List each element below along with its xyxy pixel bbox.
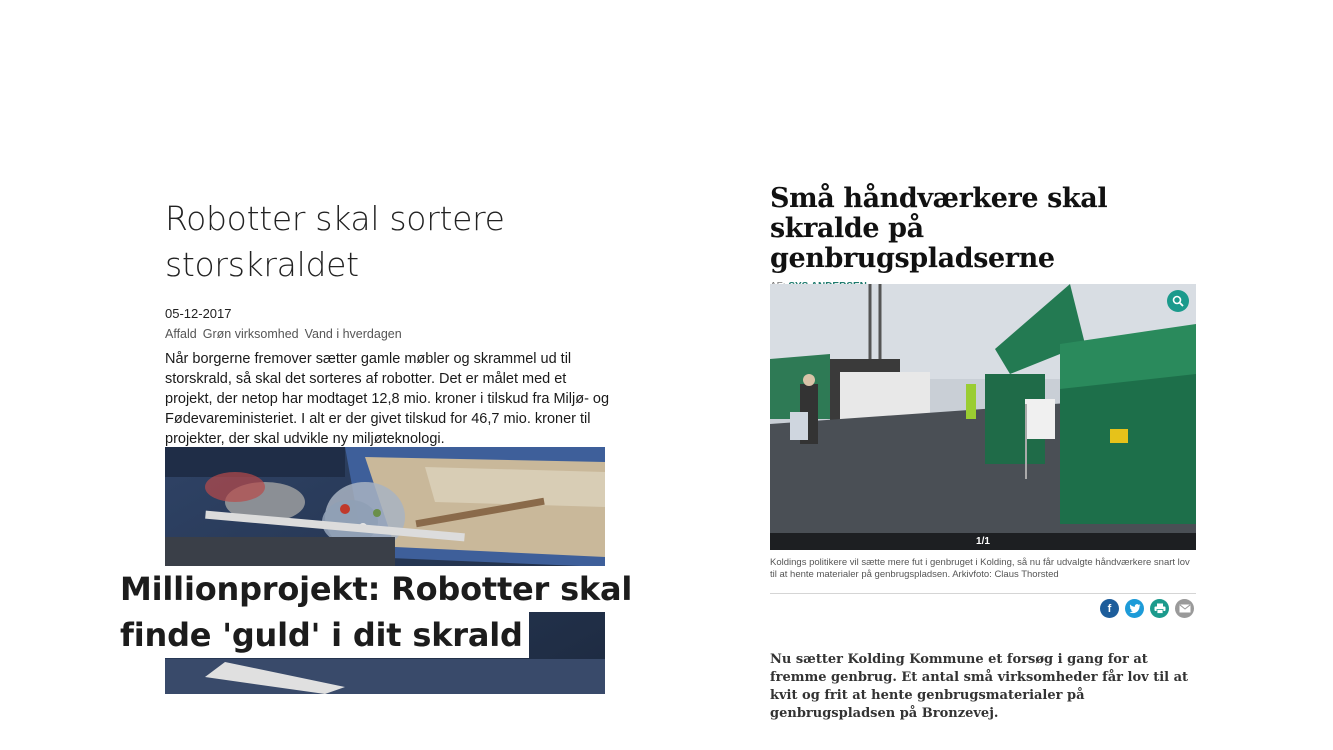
print-icon	[1154, 603, 1166, 614]
left-article-date: 05-12-2017	[165, 306, 232, 321]
recycling-station-illustration	[770, 284, 1196, 550]
zoom-icon	[1172, 295, 1184, 307]
divider	[770, 593, 1196, 594]
right-article-photo[interactable]	[770, 284, 1196, 550]
facebook-icon: f	[1107, 602, 1112, 615]
left-article-tags	[165, 327, 610, 341]
left-article	[165, 196, 610, 449]
left-article-lead: Når borgerne fremover sætter gamle møbler og skrammel ud til storskrald, så skal det sorteres af robotter. Det er målet med et projekt, der netop har modtaget 12,8 mio. kroner i tilskud fra Miljø- og Fødevareministeriet. I alt er der givet tilskud for 46,7 mio. kroner til projekter, der skal udvikle ny miljøteknologi.	[165, 351, 610, 447]
overlay-headline	[120, 566, 680, 658]
left-article-title	[165, 196, 610, 288]
email-share-button[interactable]	[1175, 599, 1194, 618]
zoom-button[interactable]	[1167, 290, 1189, 312]
twitter-share-button[interactable]	[1125, 599, 1144, 618]
facebook-share-button[interactable]	[1100, 599, 1119, 618]
left-title-line1: Robotter skal sortere	[165, 199, 505, 238]
photo-caption: Koldings politikere vil sætte mere fut i genbruget i Kolding, så nu får udvalgte håndværkere snart lov til at hente materialer på genbrugspladsen. Arkivfoto: Claus Thorsted	[770, 557, 1190, 580]
twitter-icon	[1129, 604, 1141, 614]
email-icon	[1179, 604, 1191, 613]
tag-affald[interactable]: Affald	[165, 327, 197, 341]
overlay-headline-line2: finde 'guld' i dit skrald	[120, 612, 529, 658]
right-article-title: Små håndværkere skal skralde på genbrugspladserne	[770, 183, 1108, 274]
overlay-headline-line1: Millionprojekt: Robotter skal	[120, 566, 638, 612]
photo-counter: 1/1	[770, 533, 1196, 550]
share-row	[1100, 599, 1194, 618]
tag-groen-virksomhed[interactable]: Grøn virksomhed	[202, 327, 299, 341]
right-article-lead: Nu sætter Kolding Kommune et forsøg i gang for at fremme genbrug. Et antal små virksomheder får lov til at kvit og frit at hente genbrugsmaterialer på genbrugspladsen på Bronzevej.	[770, 652, 1189, 721]
print-button[interactable]	[1150, 599, 1169, 618]
left-title-line2: storskraldet	[165, 245, 359, 284]
tag-vand-i-hverdagen[interactable]: Vand i hverdagen	[304, 327, 402, 341]
